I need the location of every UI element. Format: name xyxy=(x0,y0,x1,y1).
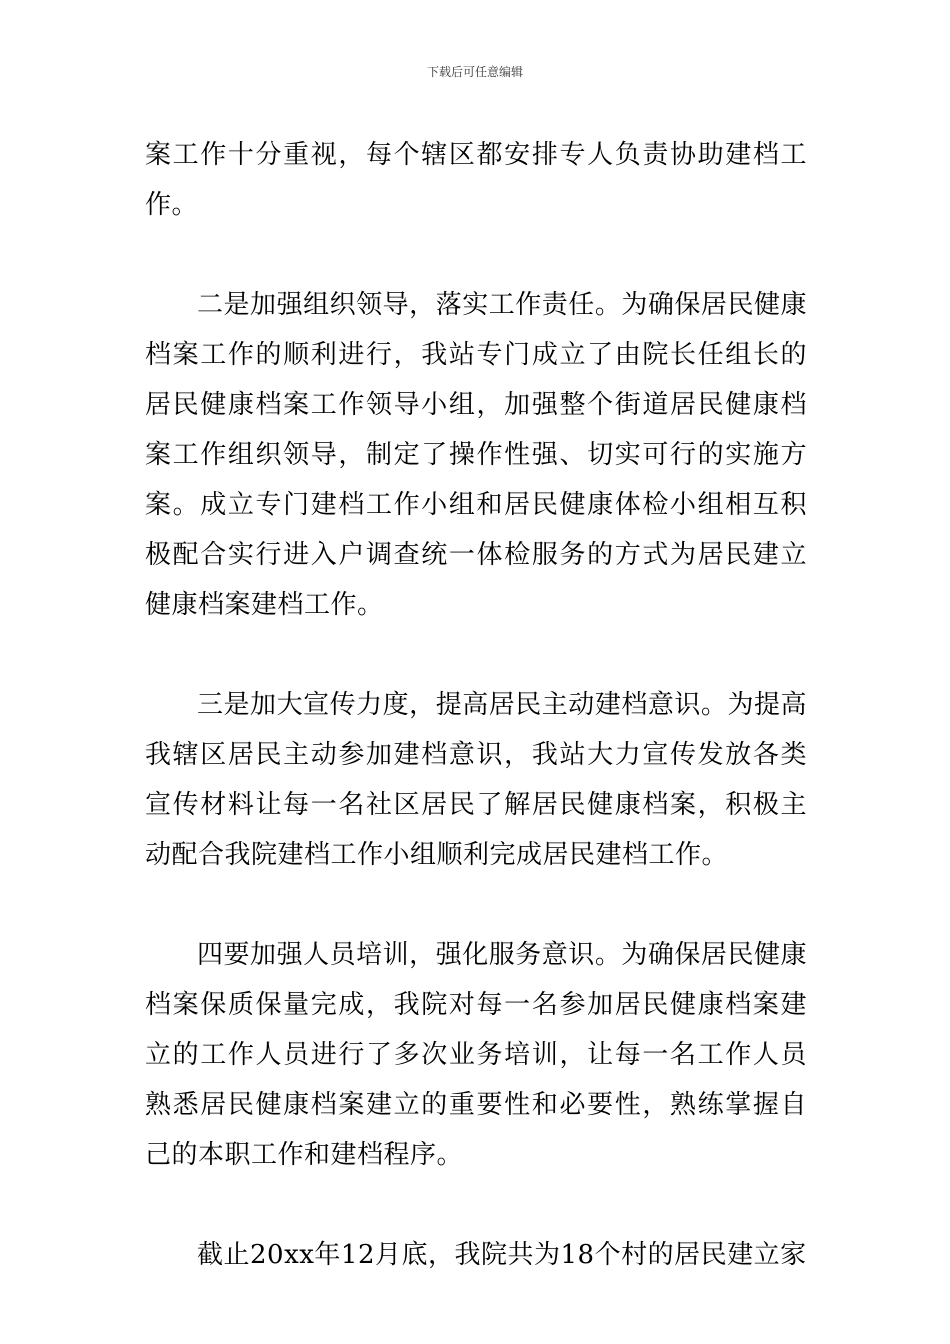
document-body xyxy=(145,130,807,1330)
paragraph-summary: 截止20xx年12月底，我院共为18个村的居民建立家 xyxy=(197,1240,807,1270)
page-header: 下载后可任意编辑 xyxy=(426,65,523,79)
paragraph-continuation: 案工作十分重视，每个辖区都安排专人负责协助建档工作。 xyxy=(145,140,807,220)
paragraph-publicity: 三是加大宣传力度，提高居民主动建档意识。为提高我辖区居民主动参加建档意识，我站大力宣传发放各类宣传材料让每一名社区居民了解居民健康档案，积极主动配合我院建档工作小组顺利完成居民建档工作。 xyxy=(145,690,807,870)
paragraph-organization-leadership: 二是加强组织领导，落实工作责任。为确保居民健康档案工作的顺利进行，我站专门成立了由院长任组长的居民健康档案工作领导小组，加强整个街道居民健康档案工作组织领导，制定了操作性强、切实可行的实施方案。成立专门建档工作小组和居民健康体检小组相互积极配合实行进入户调查统一体检服务的方式为居民建立健康档案建档工作。 xyxy=(145,290,807,620)
paragraph-staff-training: 四要加强人员培训，强化服务意识。为确保居民健康档案保质保量完成，我院对每一名参加居民健康档案建立的工作人员进行了多次业务培训，让每一名工作人员熟悉居民健康档案建立的重要性和必要性，熟练掌握自己的本职工作和建档程序。 xyxy=(145,940,807,1170)
